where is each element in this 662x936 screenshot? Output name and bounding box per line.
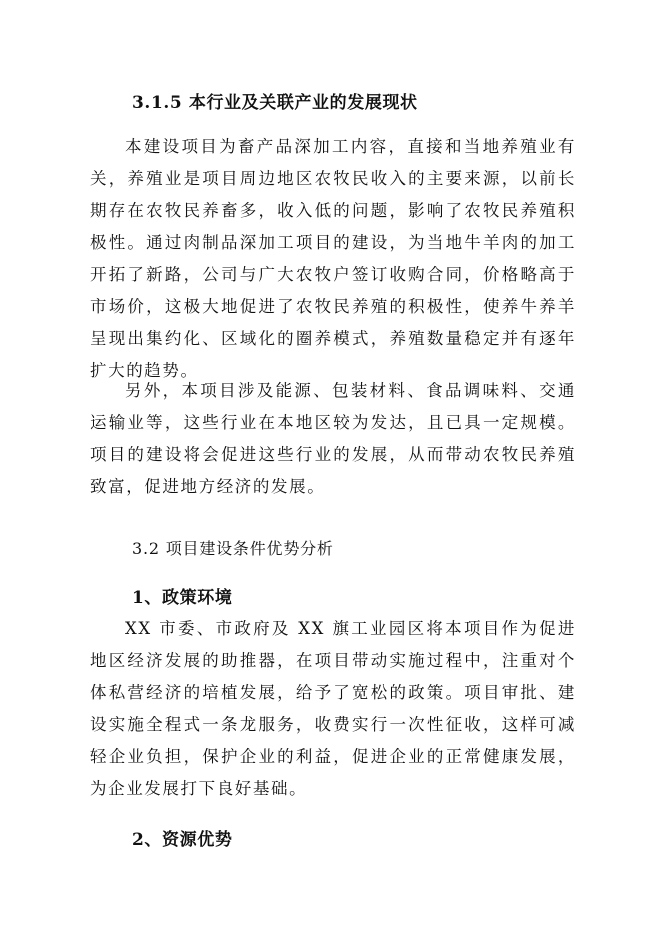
paragraph-industry-status: 本建设项目为畜产品深加工内容，直接和当地养殖业有关，养殖业是项目周边地区农牧民收入的主要来源，以前长期存在农牧民养畜多，收入低的问题，影响了农牧民养殖积极性。通过肉制品深加工项目的建设，为当地牛羊肉的加工开拓了新路，公司与广大农牧户签订收购合同，价格略高于市场价，这极大地促进了农牧民养殖的积极性，使养牛养羊呈现出集约化、区域化的圈养模式，养殖数量稳定并有逐年扩大的趋势。: [90, 137, 576, 380]
section-heading-3-2: 3.2 项目建设条件优势分析: [132, 539, 334, 558]
paragraph-policy-environment: XX 市委、市政府及 XX 旗工业园区将本项目作为促进地区经济发展的助推器，在项目带动实施过程中，注重对个体私营经济的培植发展，给予了宽松的政策。项目审批、建设实施全程式一条龙服务，收费实行一次性征收，这样可减轻企业负担，保护企业的利益，促进企业的正常健康发展，为企业发展打下良好基础。: [90, 619, 576, 798]
section-heading-3-1-5: 3.1.5 本行业及关联产业的发展现状: [132, 93, 418, 113]
subheading-policy-environment: 1、政策环境: [132, 588, 233, 608]
paragraph-related-industries: 另外，本项目涉及能源、包装材料、食品调味料、交通运输业等，这些行业在本地区较为发达，且已具一定规模。项目的建设将会促进这些行业的发展，从而带动农牧民养殖致富，促进地方经济的发展。: [90, 381, 576, 496]
subheading-resource-advantage: 2、资源优势: [132, 830, 233, 850]
